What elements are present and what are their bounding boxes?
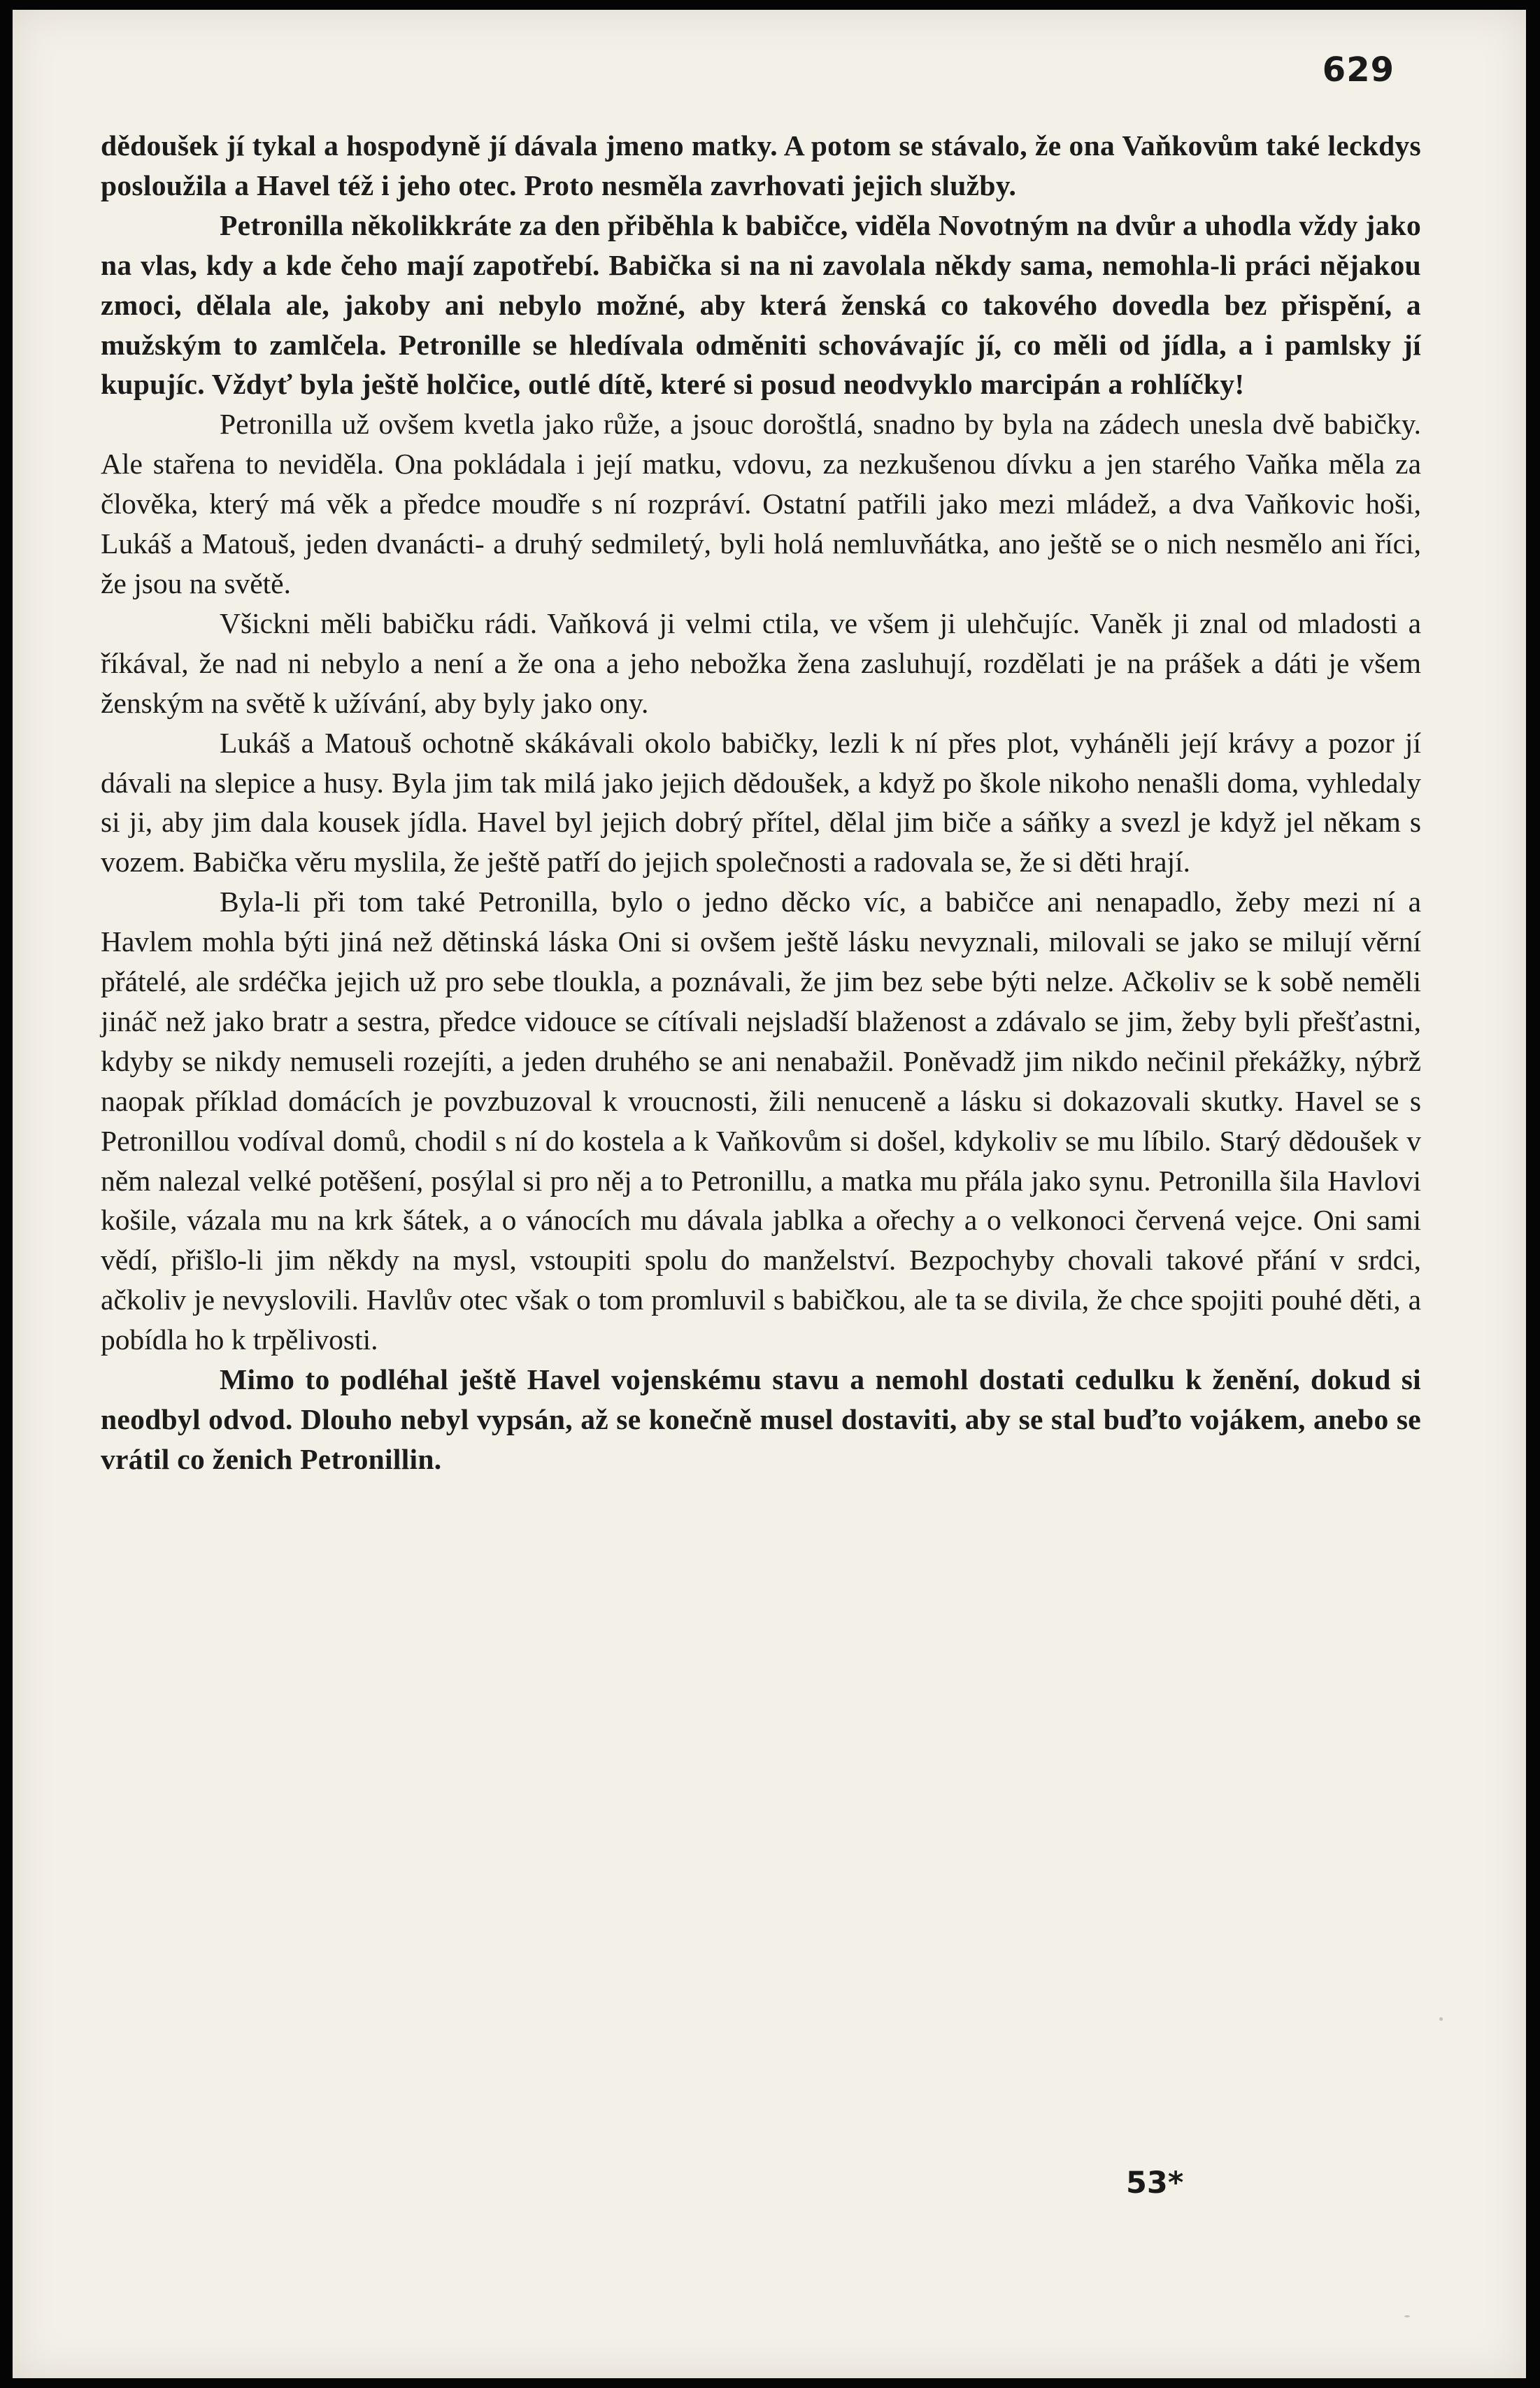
body-text	[101, 126, 1421, 1479]
page-number: 629	[1322, 50, 1395, 90]
paragraph-1: dědoušek jí tykal a hospodyně jí dávala jmeno matky. A potom se stávalo, že ona Vaňkovům také leckdys posloužila a Havel též i jeho otec. Proto nesměla zavrhovati jejich služby.	[101, 129, 1421, 201]
book-page	[13, 10, 1526, 2378]
paragraph-4: Všickni měli babičku rádi. Vaňková ji velmi ctila, ve všem ji ulehčujíc. Vaněk ji znal od mladosti a říkával, že nad ni nebylo a není a že ona a jeho nebožka žena zasluhují, rozdělati je na prášek a dáti je všem ženským na světě k užívání, aby byly jako ony.	[101, 606, 1421, 719]
paper-speck	[1439, 2017, 1443, 2021]
paper-speck	[1174, 982, 1178, 985]
paper-speck	[1404, 2315, 1410, 2317]
paragraph-2: Petronilla několikkráte za den přiběhla k babičce, viděla Novotným na dvůr a uhodla vždy jako na vlas, kdy a kde čeho mají zapotřebí. Babička si na ni zavolala někdy sama, nemohla-li práci nějakou zmoci, dělala ale, jakoby ani nebylo možné, aby která ženská co takového dovedla bez přispění, a mužským to zamlčela. Petronille se hledívala odměniti schovávajíc jí, co měli od jídla, a i pamlsky jí kupujíc. Vždyť byla ještě holčice, outlé dítě, které si posud neodvyklo marcipán a rohlíčky!	[101, 208, 1421, 401]
paragraph-5: Lukáš a Matouš ochotně skákávali okolo babičky, lezli k ní přes plot, vyháněli její krávy a pozor jí dávali na slepice a husy. Byla jim tak milá jako jejich dědoušek, a když po škole nikoho nenašli doma, vyhledaly si ji, aby jim dala kousek jídla. Havel byl jejich dobrý přítel, dělal jim biče a sáňky a svezl je když jel někam s vozem. Babička věru myslila, že ještě patří do jejich společnosti a radovala se, že si děti hrají.	[101, 726, 1421, 879]
paragraph-3: Petronilla už ovšem kvetla jako růže, a jsouc doroštlá, snadno by byla na zádech unesla dvě babičky. Ale stařena to neviděla. Ona pokládala i její matku, vdovu, za nezkušenou dívku a jen starého Vaňka měla za člověka, který má věk a předce moudře s ní rozpráví. Ostatní patřili jako mezi mládež, a dva Vaňkovic hoši, Lukáš a Matouš, jeden dvanácti- a druhý sedmiletý, byli holá nemluvňátka, ano ještě se o nich nesmělo ani říci, že jsou na světě.	[101, 408, 1421, 599]
paragraph-7: Mimo to podléhal ještě Havel vojenskému stavu a nemohl dostati cedulku k ženění, dokud si neodbyl odvod. Dlouho nebyl vypsán, až se konečně musel dostaviti, aby se stal buďto vojákem, anebo se vrátil co ženich Petronillin.	[101, 1363, 1421, 1475]
paragraph-6: Byla-li při tom také Petronilla, bylo o jedno děcko víc, a babičce ani nenapadlo, žeby mezi ní a Havlem mohla býti jiná než dětinská láska Oni si ovšem ještě lásku nevyznali, milovali se jako se milují věrní přátelé, ale srdéčka jejich už pro sebe tloukla, a poznávali, že jim bez sebe býti nelze. Ačkoliv se k sobě neměli jináč než jako bratr a sestra, předce vidouce se cítívali nejsladší blaženost a zdávalo se jim, žeby byli přešťastni, kdyby se nikdy nemuseli rozejíti, a jeden druhého se ani nenabažil. Poněvadž jim nikdo nečinil překážky, nýbrž naopak příklad domácích je povzbuzoval k vroucnosti, žili nenuceně a lásku si dokazovali skutky. Havel se s Petronillou vodíval domů, chodil s ní do kostela a k Vaňkovům si došel, kdykoliv se mu líbilo. Starý dědoušek v něm nalezal velké potěšení, posýlal si pro něj a to Petronillu, a matka mu přála jako synu. Petronilla šila Havlovi košile, vázala mu na krk šátek, a o vánocích mu dávala jablka a ořechy a o velkonoci červená vejce. Oni sami vědí, přišlo-li jim někdy na mysl, vstoupiti spolu do manželství. Bezpochyby chovali takové přání v srdci, ačkoliv je nevyslovili. Havlův otec však o tom promluvil s babičkou, ale ta se divila, že chce spojiti pouhé děti, a pobídla ho k trpělivosti.	[101, 886, 1421, 1356]
signature-mark: 53*	[1126, 2166, 1184, 2201]
